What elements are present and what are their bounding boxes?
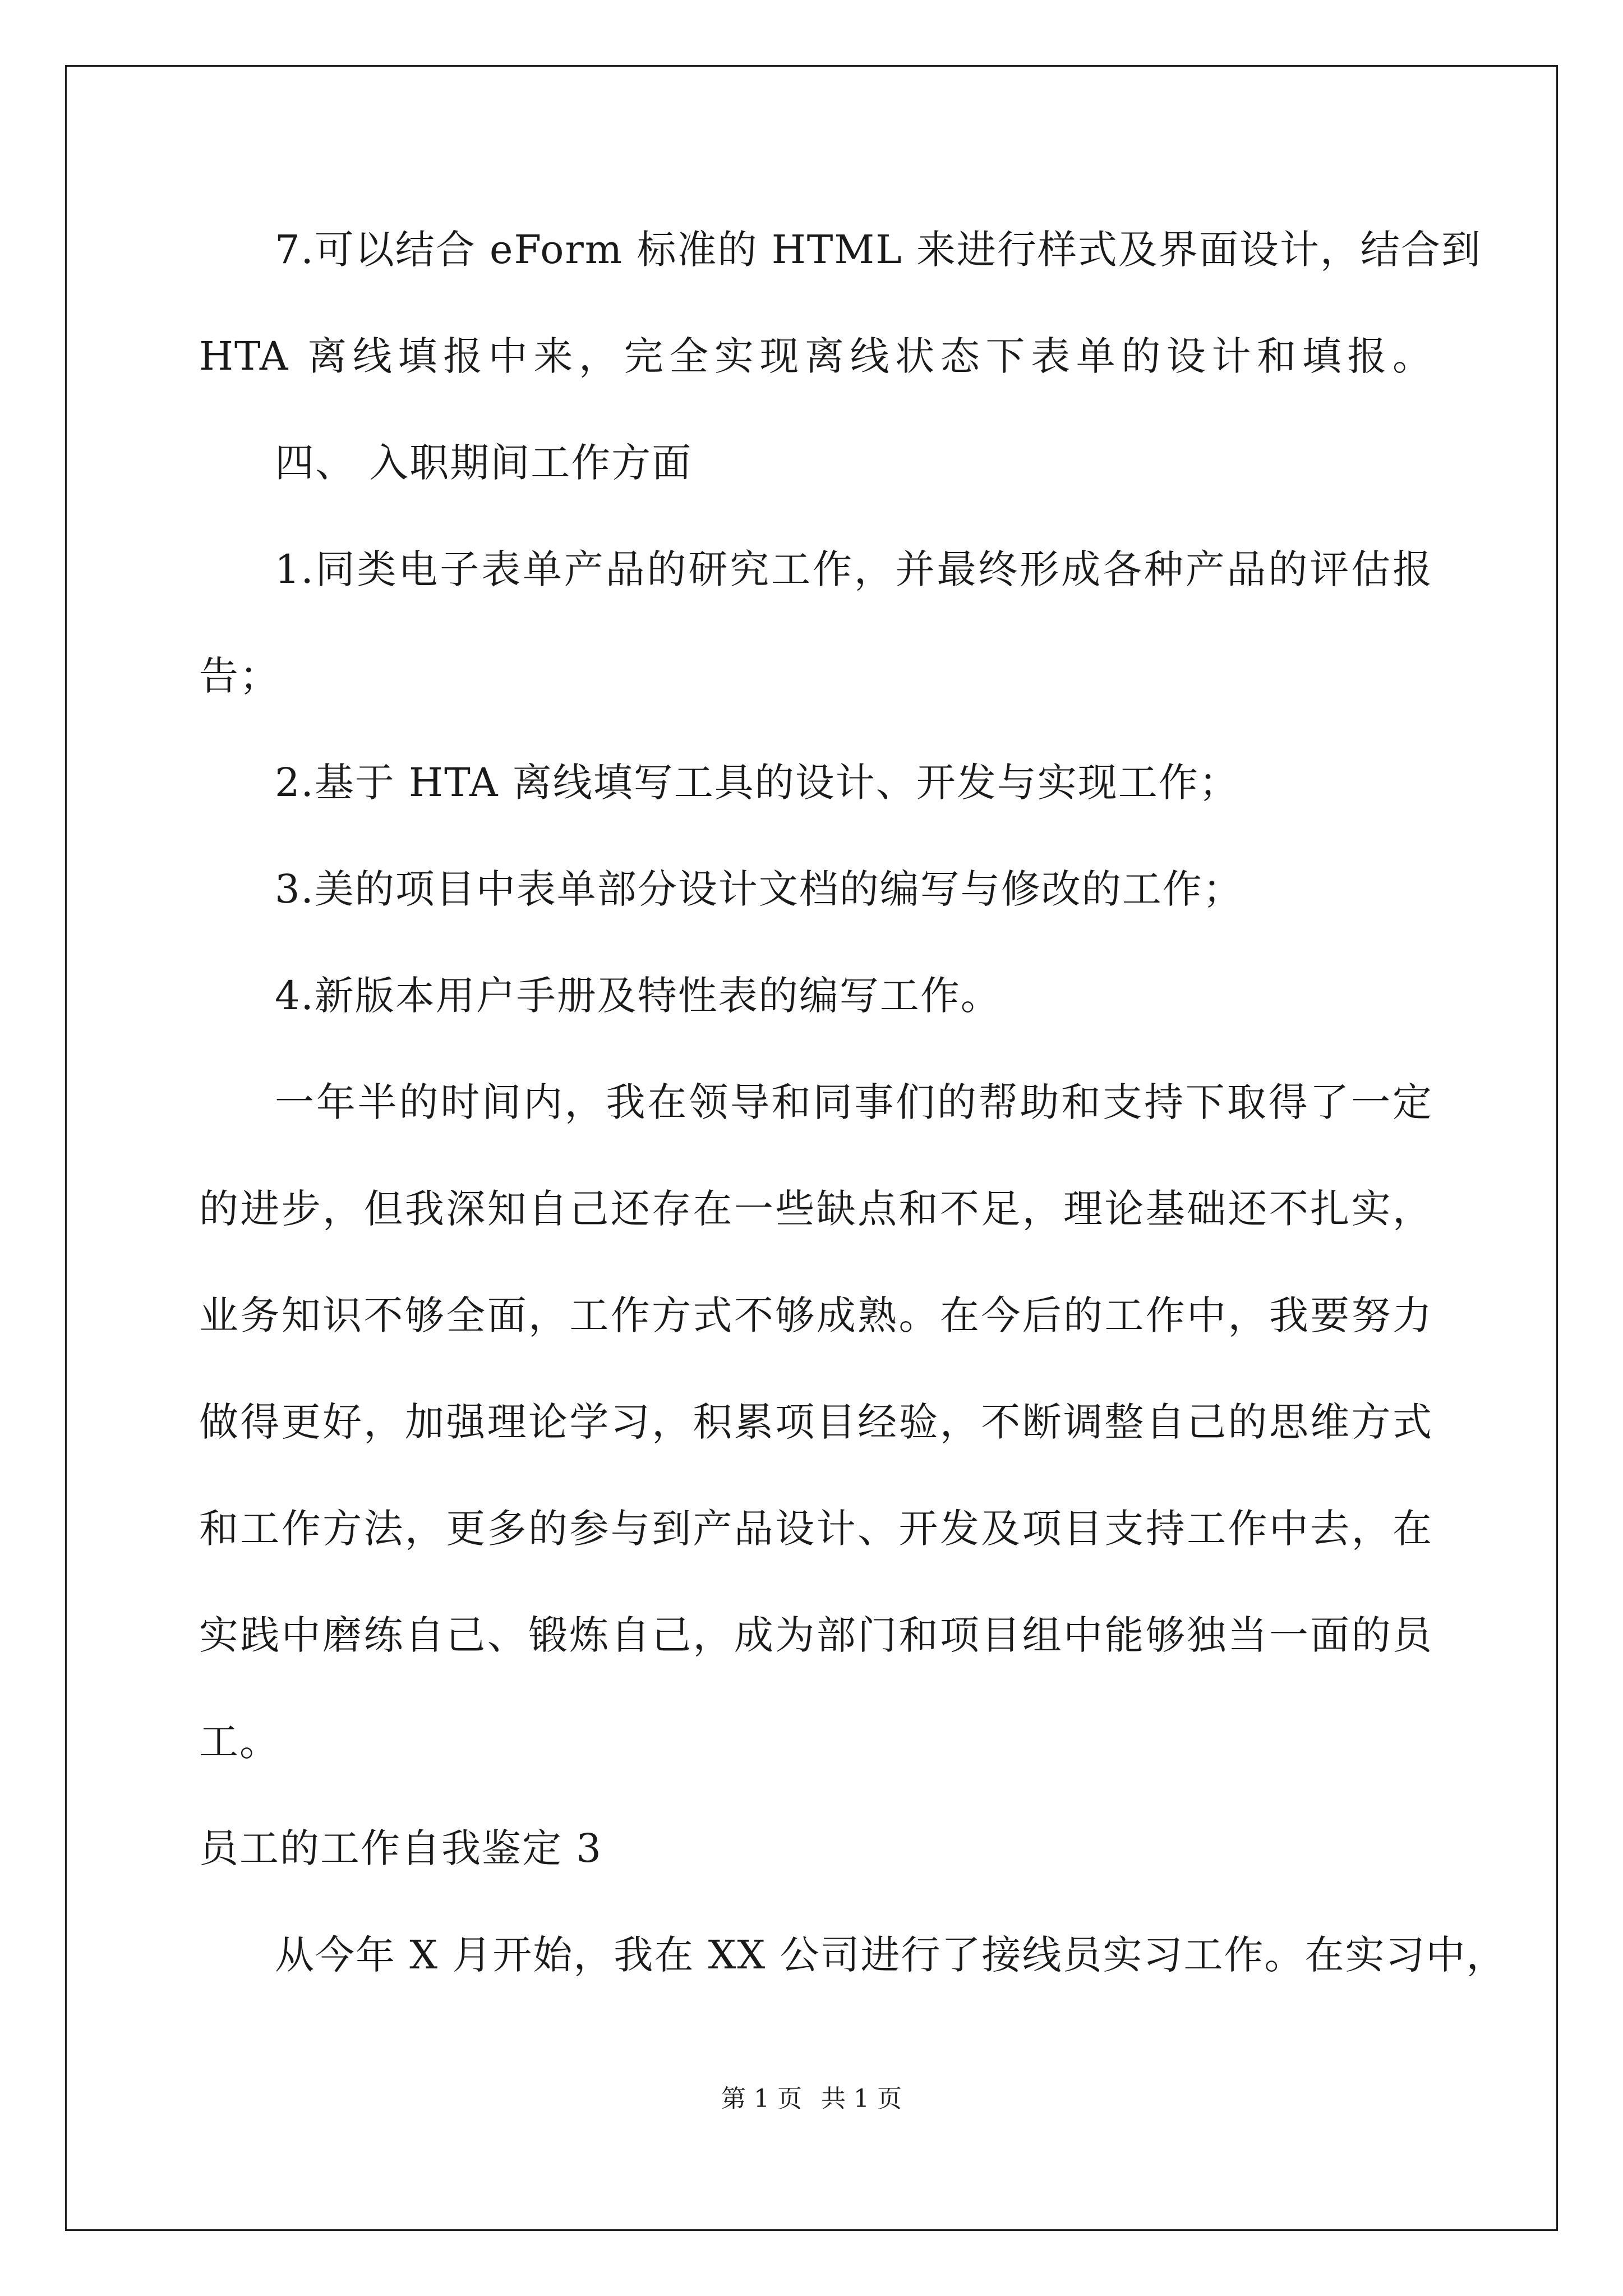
paragraph-line: 做得更好，加强理论学习，积累项目经验，不断调整自己的思维方式 — [199, 1399, 1433, 1445]
paragraph-line: 的进步，但我深知自己还存在一些缺点和不足，理论基础还不扎实， — [199, 1186, 1433, 1232]
paragraph-line: 一年半的时间内，我在领导和同事们的帮助和支持下取得了一定 — [275, 1079, 1433, 1125]
paragraph-line: 3.美的项目中表单部分设计文档的编写与修改的工作； — [275, 866, 1243, 912]
paragraph-line: 实践中磨练自己、锻炼自己，成为部门和项目组中能够独当一面的员 — [199, 1612, 1433, 1658]
paragraph-line: 和工作方法，更多的参与到产品设计、开发及项目支持工作中去，在 — [199, 1506, 1433, 1552]
page-number: 第 1 页 — [721, 2085, 802, 2113]
paragraph-line: HTA 离线填报中来，完全实现离线状态下表单的设计和填报。 — [199, 333, 1433, 379]
paragraph-line: 1.同类电子表单产品的研究工作，并最终形成各种产品的评估报 — [275, 546, 1433, 592]
section-heading: 四、 入职期间工作方面 — [275, 440, 693, 486]
page-total: 共 1 页 — [821, 2085, 902, 2113]
paragraph-line: 2.基于 HTA 离线填写工具的设计、开发与实现工作； — [275, 760, 1239, 806]
paragraph-line: 告； — [199, 653, 280, 699]
paragraph-line: 业务知识不够全面，工作方式不够成熟。在今后的工作中，我要努力 — [199, 1292, 1433, 1338]
page-border — [65, 65, 1558, 2231]
section-title: 员工的工作自我鉴定 3 — [199, 1825, 602, 1871]
paragraph-line: 7.可以结合 eForm 标准的 HTML 来进行样式及界面设计，结合到 — [275, 227, 1482, 273]
paragraph-line: 工。 — [199, 1719, 280, 1765]
paragraph-line: 从今年 X 月开始，我在 XX 公司进行了接线员实习工作。在实习中， — [275, 1932, 1507, 1978]
paragraph-line: 4.新版本用户手册及特性表的编写工作。 — [275, 973, 1001, 1019]
page-footer — [0, 2082, 1623, 2116]
